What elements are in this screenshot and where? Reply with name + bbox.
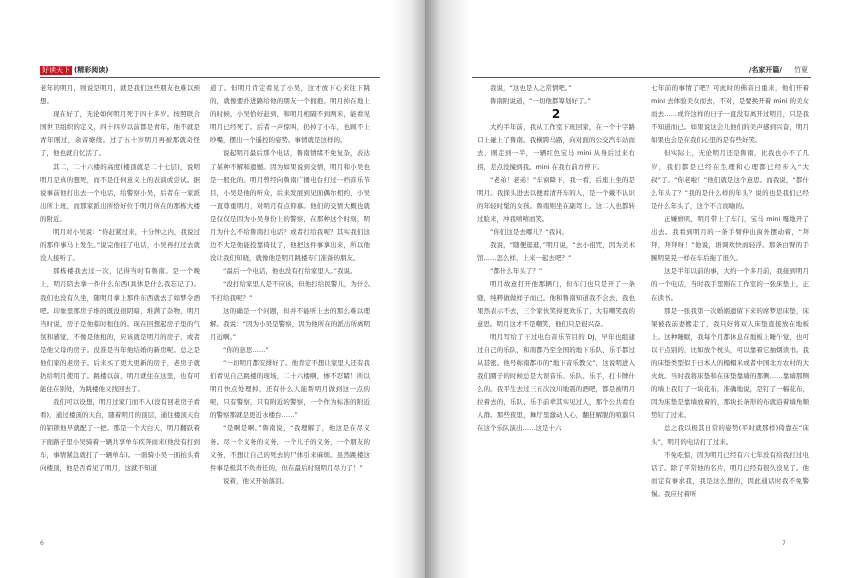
paragraph: 这的确是一个问题，但并不能听上去的那么难以理解。我说：“因为小吴是警察，因为他所在的派出所离明月近啊。” — [210, 306, 370, 341]
paragraph: “都什么年头了？” — [490, 267, 543, 276]
header-rule-left — [40, 77, 380, 78]
paragraph: “没打给家里人是不应该，但他打给民警儿，为什么不打给我呢？” — [210, 280, 370, 302]
header-rule-right — [472, 77, 811, 78]
series-badge: 好读天下 — [42, 65, 70, 74]
paragraph: 我说，“随便逛逛，”明月说，“去小祖咒，因为美术馆……怎么样，上来一起去吧？” — [477, 241, 635, 263]
chapter-number: 2 — [551, 107, 561, 122]
intro-paragraphs — [477, 82, 635, 108]
paragraph: “你的意思……” — [223, 345, 269, 354]
paragraph: 那是一张我第一次婚姻遗留下来的席梦思床垫，床架被我前妻搬走了，我只好将双人床垫直接放在地板上。这种睡眠，我每个月都休息在地板上睡午觉，也可以干点别的，比如放个枕头，可以靠着它抽烟读书。我的床垫类型似于日本人的榻榻米或者中国北方农村的大火炕。当时我将床垫和在床垫靠墙的那侧……靠墙那侧的墙上我钉了一块花布，准确地说，是钉了一幅花布，因为床垫是靠墙放着的，那块长条形的布就沿着墙角顺势钉了过来。 — [651, 306, 809, 420]
paragraph: “一切明月都安排好了。他肯定不想让家里人还有我们看见自己跳楼的现场，二十六楼啊，惨不忍睹！所以明月快点处理掉，还有什么人能帮明月做到这一点的呢，只有警察，只有附近的警察，一个作为标准的附近的警察那就是更近水楼台……” — [210, 358, 370, 420]
paragraph: 不免吃惊，因为明月已经有六七年没有给我打过电话了。除了平常他的名片，明月已经有很久没见了。他而定有事求我，我是这么想的，因此通话时我不免警惕。我应付着听 — [651, 450, 809, 498]
section-label: (精彩阅读) — [74, 65, 109, 74]
column-label: /名家开篇/ — [748, 65, 782, 74]
paragraph: “是啊是啊。”鲁南说，“我理解了，他这是在尽义务。尽一个义务的义务，一个儿子的义务，一个朋友的义务，不想让自己的死去的尸体引来麻烦。虽然跳楼这件事是极其不负责任的，但在最后时刻明月尽力了！” — [210, 424, 370, 472]
paragraph: 总之我以极其日常的姿势(平时就那样)倚靠在“床头”，明月的电话打了过来。 — [651, 424, 809, 446]
paragraph: 大约半年前，我从工作室下班回家，在一个十字路口上碰上了鲁南。我横跨马路，向对面的公交汽车站而去，刚走到一半，一辆红色宝马 mini 从身后过来右拐，差点没撞到我。mini 在我右前方停下。 — [477, 123, 635, 171]
paragraph: 这是半年以前的事，大约一个多月前，我接到明月的一个电话，当时我手里刚在工作室的一张床垫上，正在读书。 — [651, 267, 809, 302]
right-column-1 — [477, 82, 635, 552]
chapter-body — [477, 121, 635, 435]
left-column-2 — [210, 82, 370, 552]
paragraph: 明月写给了干过电台音乐节目的 DJ，早年也组建过自己的乐队，和南都乃至全国的地下乐队、乐手都过从甚密。他号称南都市的“地下音乐教父”，这说明进入我们圈子的时候总是大误音乐、乐队、乐手，打卡牌什么的。我平生去过三五次汶川地震的酒吧，都是被明月拉着去的，乐队、乐手前辈其实见过人，那个公共看台人群。那些夜里，舞厅里激动人心，翻狂解脱的喧嚣只在这个乐队演出……这是十六 — [477, 332, 635, 433]
paragraph: 明月故意打开他那辆门，但车门也只是开了一条缝，纯粹做做样子而已。他和鲁南知道我不会去，我也果然表示不去，三个家伙笑得更欢乐了，大有嘲笑我的意思。明月这才不是嘲笑，他们只是很兴奋。 — [477, 280, 635, 328]
spine-shadow-right — [425, 0, 471, 578]
paragraph: 鲁南附说道，“一切他都筹划好了。” — [490, 97, 591, 106]
author-name: 竹夏 — [794, 65, 808, 74]
paragraph: 正嫌磨叽，明月带上了车门，宝马 mini 嘎地开了出去。我看到明月的一条手臂伸出窗外摆动着，“拜拜，拜拜呀！”他说，语调欢快而轻浮。那条白臂的手腕明晃晃一样在车后拖了很久。 — [651, 214, 809, 263]
paragraph: 我们可以设想，明月过家门而不入(没有回老房子看看)，通过楼顶的天台，随着明月的顶层，通往楼顶天台的铝锁他早就配了一把。那是一个大白天，明月翻跃着下面路子里小吴骑着一辆共享单车疾奔而来(他没有打到车，事情紧急就打了一辆单车)。一面骑小吴一面抬头看向楼顶，他是否看见了明月，这就不知道 — [40, 398, 200, 472]
page-number-left: 6 — [40, 540, 44, 547]
paragraph: 我说，“这也是人之常情吧。” — [490, 84, 572, 92]
right-column-2 — [651, 82, 809, 552]
running-header-right — [749, 64, 808, 76]
paragraph: “最后一个电话，他也没有打给家里人。”我说。 — [223, 267, 357, 276]
paragraph: 其二，二十六楼的高度(楼顶就是二十七层)，说明明月是真的想死，而不是任何意义上的表演或尝试。据说事前他打出去一个电话，给警察小吴，后者在一家派出所上班，而那家派出所恰好位于明月所在的那栋大楼的附近。 — [40, 162, 200, 223]
running-header-left — [40, 64, 108, 76]
paragraph: 七年前的事情了吧？可此时的佛音日重来，他们开着 mini 去体验美女而去，不对，是要换开着 mini 的美女而去……或许这样的日子一直没有离开过明月，只是我不知道而已。如果说这会儿他们的美声感到兴奋，明月如果也会是在我们心里的是有些好笑。 — [651, 84, 809, 145]
paragraph: 现在好了，无论如何明月死于四十多岁。按照联合国世卫组织的定义，四十四岁以前都是青年。他不就是青年刚过，余音缭绕。过了五十岁明月再被那就奇怪了，他也就自忆活了。 — [40, 110, 200, 158]
paragraph: “你们这是去哪儿？”我问。 — [490, 228, 569, 237]
page-number-right: 7 — [782, 540, 786, 547]
right-page — [425, 0, 850, 578]
paragraph: 说着，他又开始落泪。 — [223, 476, 288, 485]
paragraph: 说起明月最后那个电话，鲁南情绪不免复杂，表达了某种不解和遗憾。因为如果说到交情，明月和小吴也是一般化的。明月曾经向鲁南广播电台打过一档音乐节目，小吴是他的听众，后来发展到见面偶尔相约，小吴一直尊重明月，对明月有点仰慕。他们的交情大概也就是仅仅是因为小吴身份上的警察，在那种这个时刻，明月为什么不给鲁南打电话？或者打给我呢？其实我们这边不大是他能投靠倚仗了，他把这件事拿出来，所以他没让我们知晓，就像他是明月跳楼专门准备的朋友。 — [210, 149, 370, 263]
paragraph: 道了。但明月肯定看见了小吴，这才放下心来往下跳的，就像要扑进路给他的朋友一个拥抱。明月掉在地上的时候，小吴恰好赶到，和明月相隔不到两米，能看见明月已经死了。后者一声惊叫，扔掉了小车，也顾不上吵嘴，摆出一个遥控的姿势。事情就是这样的。 — [210, 84, 370, 145]
paragraph: “老弟！老弟！”车窗降下，我一看，后座上坐的是明月。我探头进去以便看清开车的人，是一个戴不认识的年轻时髦的女孩。鲁南则坐在副驾上。这二人也都转过脸来，冲我嘻嘻而笑。 — [477, 175, 635, 223]
spine-shadow-left — [391, 0, 425, 578]
paragraph: 老年的明月，则说是明月，就是我们这些朋友也难以预想。 — [40, 84, 200, 106]
paragraph: 明月对小吴说：“你赶紧过来，十分钟之内，我说过的那件事马上发生。”说完他挂了电话，小吴再打过去就没人接听了。 — [40, 228, 200, 263]
paragraph: 那栋楼我去过一次，记得当时有鲁南。是一个晚上，明月陪去拿一件什么东西(具体是什么我忘记了)。我们也没有久坐，随明月拿上那件东西就去了如梦令酒吧。印象里那房子堆的既没很阴暗，堆满了杂物，明月当时说，房子是他临时租住的。现在回想起房子里的气氛和感觉，不像是他租的，应该就是明月的房子，或者是他父母的房子。没准是当年他结婚的新房呢。总之是他们家的老房子。后来买了更大更新的房子，老房子就扔给明月使用了。跳楼以前，明月就住在这里，也有可能住在别处，为跳楼他又找回去了。 — [40, 267, 200, 394]
left-column-1 — [40, 82, 200, 552]
paragraph: 但实际上，无论明月还是鲁南，比我也小不了几岁，我们都是已经在生理和心理都已经步入“大叔”了。“你老啦！”他们就是这个意思。而我说，“都什么年头了？”我的是什么样的年头？说的也是我们已经是什么年头了，这个不言而喻的。 — [651, 149, 809, 210]
